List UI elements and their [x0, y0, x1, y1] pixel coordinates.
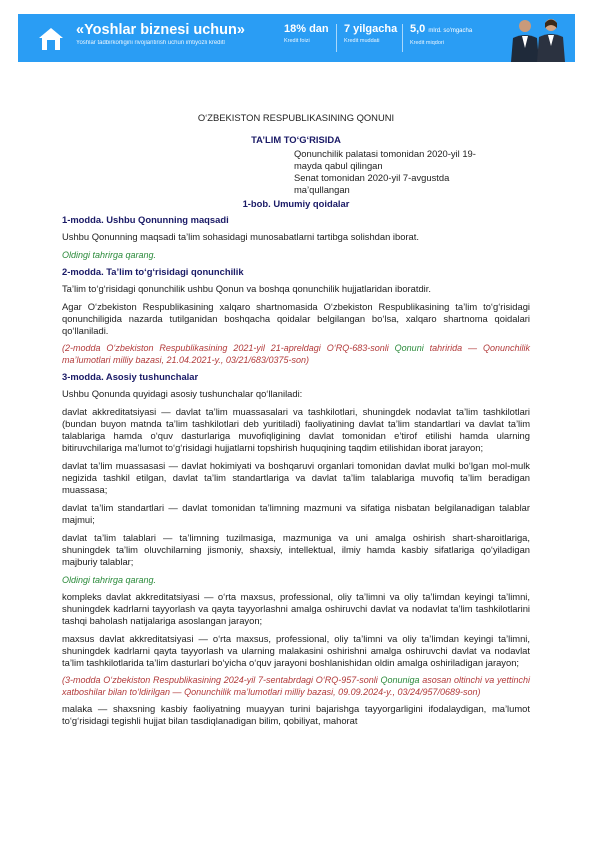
ad-banner[interactable] — [18, 14, 575, 62]
adoption-info: Qonunchilik palatasi tomonidan 2020-yil 19- mayda qabul qilingan Senat tomonidan 2020-yil 7-avgustda ma’qullangan — [294, 148, 476, 195]
banner-divider — [336, 24, 337, 52]
law-type-heading: O‘ZBEKISTON RESPUBLIKASINING QONUNI — [197, 112, 395, 123]
banner-title: «Yoshlar biznesi uchun» — [76, 22, 245, 38]
article-3-heading: 3-modda. Asosiy tushunchalar — [62, 371, 199, 382]
definition-paragraph: davlat ta’lim muassasasi — davlat hokimiyati va boshqaruvi organlari tomonidan davlat mulki bo‘lgan mol-mulk negizida tashkil etilgan, davlat ta’lim standartlariga va davlat ta’lim talablariga muvofiq ta’lim beradigan muassasa; — [62, 460, 530, 495]
article-2-heading: 2-modda. Ta’lim to‘g‘risidagi qonunchilik — [62, 266, 244, 277]
banner-brand — [76, 21, 245, 46]
article-3-intro: Ushbu Qonunda quyidagi asosiy tushunchalar qo‘llaniladi: — [62, 388, 303, 399]
banner-stat-term: 7 yilgacha Kredit muddati — [344, 23, 398, 44]
definition-paragraph: kompleks davlat akkreditatsiyasi — o‘rta maxsus, professional, oliy ta’limni va oliy ta’limdan keyingi ta’limni, shuningdek kadrlarni tayyorlash va qayta tayyorlashni amalga oshiruvchi davlat va nodavlat ta’lim tashkilotlarini tashqi baholash natijalariga asoslangan jarayon; — [62, 591, 530, 626]
article-1-text: Ushbu Qonunning maqsadi ta’lim sohasidagi munosabatlarni tartibga solishdan iborat. — [62, 231, 419, 242]
banner-subtitle: Yoshlar tadbirkorligini rivojlantirish uchun imtiyozli kreditl — [76, 40, 225, 46]
amendment-note: (2-modda O‘zbekiston Respublikasining 2021-yil 21-apreldagi O‘RQ-683-sonli Qonuni tahririda — Qonunchilik ma’lumotlari milliy bazasi, 21.04.2021-y., 03/21/683/0375-son) — [62, 343, 530, 365]
article-2-paragraph: Agar O‘zbekiston Respublikasining xalqaro shartnomasida O‘zbekiston Respublikasining ta’lim to‘g‘risidagi qonunchiligida nazarda tutilganidan boshqacha qoidalar belgilangan bo‘lsa, xalqaro shartnoma qoidalari qo‘llaniladi. — [62, 301, 530, 336]
law-document — [62, 112, 530, 733]
definition-paragraph: maxsus davlat akkreditatsiyasi — o‘rta maxsus, professional, oliy ta’limni va oliy ta’limdan keyingi ta’limni, shuningdek kadrlarni qayta tayyorlash va ularning malakasini oshirishni amalga oshiruvchi davlat va nodavlat ta’lim tashkilotlarida ta’lim dasturlari bo‘yicha o‘quv jarayoni boshlanishidan oldin amalga oshiriladigan jarayon; — [62, 633, 530, 668]
definition-paragraph: davlat ta’lim standartlari — davlat tomonidan ta’limning mazmuni va sifatiga nisbatan belgilanadigan talablar majmui; — [62, 502, 530, 525]
definition-paragraph: davlat ta’lim talablari — ta’limning tuzilmasiga, mazmuniga va uni amalga oshirish shart-sharoitlariga, shuningdek ta’lim oluvchilarning jismoniy, shaxsiy, intellektual, ilmiy hamda kasbiy sifatlariga qo‘yiladigan majburiy talablar; — [62, 532, 530, 567]
chapter-heading: 1-bob. Umumiy qoidalar — [242, 198, 350, 209]
article-2-paragraph: Ta’lim to‘g‘risidagi qonunchilik ushbu Qonun va boshqa qonunchilik hujjatlaridan iboratdir. — [62, 283, 431, 294]
previous-edition-link[interactable]: Oldingi tahrirga qarang. — [62, 250, 157, 260]
previous-edition-link[interactable]: Oldingi tahrirga qarang. — [62, 575, 157, 585]
business-people-image — [495, 14, 575, 62]
article-1-heading: 1-modda. Ushbu Qonunning maqsadi — [62, 214, 229, 225]
law-link[interactable]: Qonuniga — [380, 675, 420, 685]
law-title: TA’LIM TO‘G‘RISIDA — [251, 134, 341, 145]
amendment-note: (3-modda O‘zbekiston Respublikasining 2024-yil 7-sentabrdagi O‘RQ-957-sonli Qonuniga asosan oltinchi va yettinchi xatboshilar bilan to‘ldirilgan — Qonunchilik ma’lumotlari milliy bazasi, 09.09.2024-y., 03/24/957/0689-son) — [62, 675, 530, 697]
definition-paragraph: davlat akkreditatsiyasi — davlat ta’lim muassasalari va tashkilotlari, shuningdek nodavlat ta’lim tashkilotlari (bundan buyon matnda ta’lim tashkilotlari deb yuritiladi) faoliyatining davlat ta’lim standartlari va davlat ta’lim talablariga hamda o‘quv dasturlariga muvofiqligining davlat tomonidan e’tirof etilishi hamda ularning bitiruvchilariga ma’lumot to‘g‘risidagi hujjatlarni topshirish huquqining taqdim etilishidan iborat jarayon; — [62, 406, 530, 453]
house-logo-icon — [38, 26, 64, 52]
banner-stat-rate: 18% dan Kredit foizi — [284, 23, 329, 44]
banner-stat-amount: 5,0 mlrd. so'mgacha Kredit miqdori — [410, 23, 473, 46]
law-link[interactable]: Qonuni — [394, 343, 424, 353]
definition-paragraph: malaka — shaxsning kasbiy faoliyatning muayyan turini bajarishga tayyorgarligini ifodalaydigan, ma’lumot to‘g‘risidagi tegishli hujjat bilan tasdiqlanadigan bilim, qobiliyat, mahorat — [62, 703, 530, 726]
banner-divider — [402, 24, 403, 52]
